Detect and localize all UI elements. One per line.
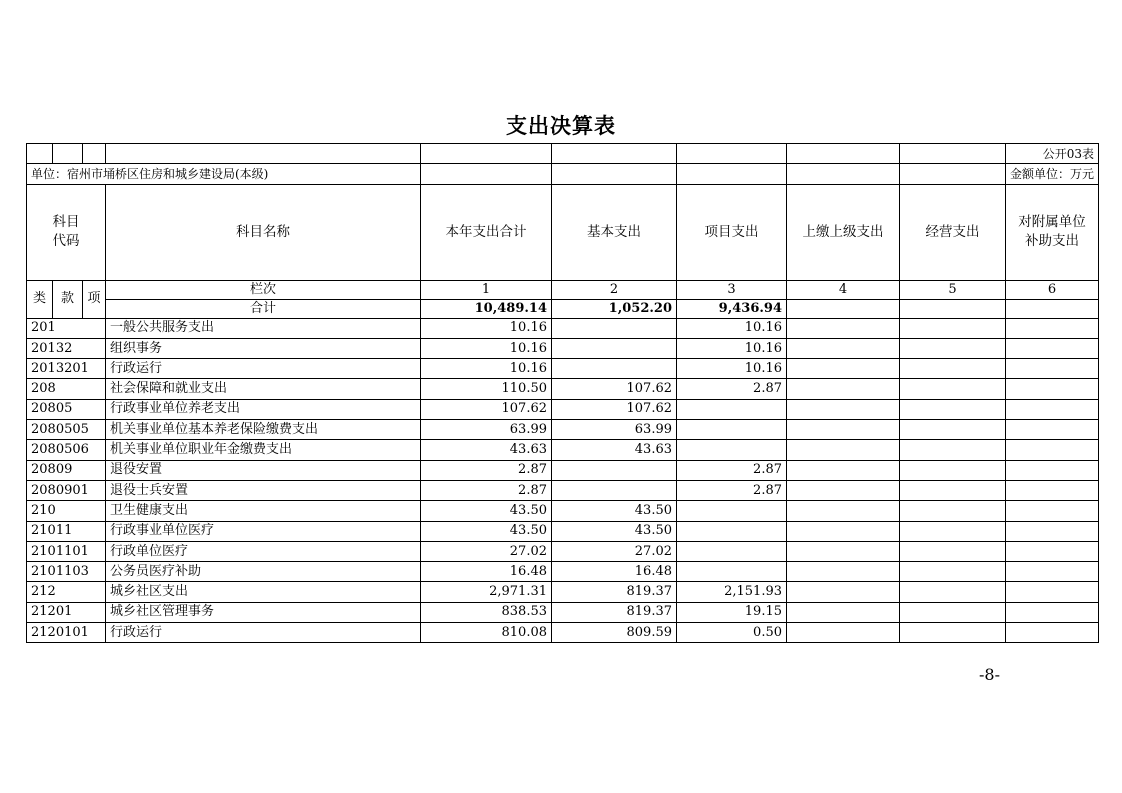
row-total: 27.02 bbox=[421, 541, 552, 561]
row-total: 10.16 bbox=[421, 318, 552, 338]
row-basic: 107.62 bbox=[552, 399, 677, 419]
row-basic bbox=[552, 318, 677, 338]
row-project bbox=[677, 440, 787, 460]
row-code: 20805 bbox=[27, 399, 106, 419]
row-basic: 819.37 bbox=[552, 602, 677, 622]
col-num-3: 3 bbox=[677, 280, 787, 299]
total-project: 9,436.94 bbox=[677, 299, 787, 318]
row-total: 43.50 bbox=[421, 501, 552, 521]
row-project: 19.15 bbox=[677, 602, 787, 622]
row-code: 208 bbox=[27, 379, 106, 399]
table-row bbox=[27, 318, 1099, 338]
header-row bbox=[27, 184, 1099, 280]
row-total: 63.99 bbox=[421, 420, 552, 440]
row-total: 43.63 bbox=[421, 440, 552, 460]
total-basic: 1,052.20 bbox=[552, 299, 677, 318]
row-basic bbox=[552, 480, 677, 500]
row-name: 城乡社区支出 bbox=[106, 582, 421, 602]
table-row bbox=[27, 521, 1099, 541]
row-total: 43.50 bbox=[421, 521, 552, 541]
header-total: 本年支出合计 bbox=[421, 184, 552, 280]
page-number: -8- bbox=[979, 665, 1000, 684]
row-name: 行政单位医疗 bbox=[106, 541, 421, 561]
row-name: 组织事务 bbox=[106, 338, 421, 358]
row-project bbox=[677, 399, 787, 419]
row-project: 10.16 bbox=[677, 359, 787, 379]
row-name: 机关事业单位基本养老保险缴费支出 bbox=[106, 420, 421, 440]
expenditure-table bbox=[26, 143, 1099, 643]
row-basic: 43.63 bbox=[552, 440, 677, 460]
row-code: 21011 bbox=[27, 521, 106, 541]
table-row bbox=[27, 460, 1099, 480]
table-row bbox=[27, 379, 1099, 399]
amount-unit: 金额单位：万元 bbox=[1006, 164, 1099, 184]
table-row bbox=[27, 440, 1099, 460]
row-total: 16.48 bbox=[421, 562, 552, 582]
row-name: 行政运行 bbox=[106, 359, 421, 379]
row-name: 退役士兵安置 bbox=[106, 480, 421, 500]
table-row bbox=[27, 541, 1099, 561]
row-name: 社会保障和就业支出 bbox=[106, 379, 421, 399]
row-code: 212 bbox=[27, 582, 106, 602]
top-info-row bbox=[27, 144, 1099, 164]
row-project: 10.16 bbox=[677, 318, 787, 338]
column-row-label: 栏次 bbox=[106, 280, 421, 299]
header-kuan: 款 bbox=[53, 280, 83, 318]
row-total: 2.87 bbox=[421, 460, 552, 480]
col-num-6: 6 bbox=[1006, 280, 1099, 299]
table-row bbox=[27, 399, 1099, 419]
row-code: 20132 bbox=[27, 338, 106, 358]
row-project: 10.16 bbox=[677, 338, 787, 358]
row-basic bbox=[552, 460, 677, 480]
row-total: 10.16 bbox=[421, 359, 552, 379]
header-code: 科目 代码 bbox=[27, 184, 106, 280]
row-code: 2080505 bbox=[27, 420, 106, 440]
row-code: 2080506 bbox=[27, 440, 106, 460]
row-name: 公务员医疗补助 bbox=[106, 562, 421, 582]
row-name: 退役安置 bbox=[106, 460, 421, 480]
row-name: 行政事业单位医疗 bbox=[106, 521, 421, 541]
col-num-4: 4 bbox=[787, 280, 900, 299]
row-project bbox=[677, 501, 787, 521]
table-row bbox=[27, 562, 1099, 582]
total-row bbox=[27, 299, 1099, 318]
row-code: 2101103 bbox=[27, 562, 106, 582]
row-name: 机关事业单位职业年金缴费支出 bbox=[106, 440, 421, 460]
row-name: 行政事业单位养老支出 bbox=[106, 399, 421, 419]
row-basic: 27.02 bbox=[552, 541, 677, 561]
unit-row bbox=[27, 164, 1099, 184]
row-project: 0.50 bbox=[677, 623, 787, 643]
row-project: 2,151.93 bbox=[677, 582, 787, 602]
row-project: 2.87 bbox=[677, 460, 787, 480]
row-name: 城乡社区管理事务 bbox=[106, 602, 421, 622]
row-project bbox=[677, 541, 787, 561]
header-xiang: 项 bbox=[83, 280, 106, 318]
row-name: 卫生健康支出 bbox=[106, 501, 421, 521]
table-row bbox=[27, 501, 1099, 521]
row-name: 一般公共服务支出 bbox=[106, 318, 421, 338]
header-name: 科目名称 bbox=[106, 184, 421, 280]
row-code: 20809 bbox=[27, 460, 106, 480]
col-num-5: 5 bbox=[900, 280, 1006, 299]
header-remit: 上缴上级支出 bbox=[787, 184, 900, 280]
row-basic: 809.59 bbox=[552, 623, 677, 643]
row-basic: 63.99 bbox=[552, 420, 677, 440]
row-code: 21201 bbox=[27, 602, 106, 622]
col-num-1: 1 bbox=[421, 280, 552, 299]
row-total: 2,971.31 bbox=[421, 582, 552, 602]
page-title: 支出决算表 bbox=[506, 114, 616, 138]
row-code: 2080901 bbox=[27, 480, 106, 500]
row-code: 210 bbox=[27, 501, 106, 521]
header-business: 经营支出 bbox=[900, 184, 1006, 280]
row-total: 2.87 bbox=[421, 480, 552, 500]
table-row bbox=[27, 338, 1099, 358]
row-code: 2120101 bbox=[27, 623, 106, 643]
table-row bbox=[27, 420, 1099, 440]
row-project bbox=[677, 420, 787, 440]
unit-label: 单位：宿州市埇桥区住房和城乡建设局(本级) bbox=[27, 164, 421, 184]
table-id: 公开03表 bbox=[1006, 144, 1099, 164]
row-total: 10.16 bbox=[421, 338, 552, 358]
row-basic: 107.62 bbox=[552, 379, 677, 399]
row-name: 行政运行 bbox=[106, 623, 421, 643]
table-row bbox=[27, 480, 1099, 500]
table-row bbox=[27, 623, 1099, 643]
row-basic: 819.37 bbox=[552, 582, 677, 602]
row-total: 810.08 bbox=[421, 623, 552, 643]
column-number-row bbox=[27, 280, 1099, 299]
row-basic: 43.50 bbox=[552, 501, 677, 521]
header-project: 项目支出 bbox=[677, 184, 787, 280]
row-code: 2013201 bbox=[27, 359, 106, 379]
row-code: 2101101 bbox=[27, 541, 106, 561]
row-basic: 43.50 bbox=[552, 521, 677, 541]
row-project: 2.87 bbox=[677, 480, 787, 500]
row-basic: 16.48 bbox=[552, 562, 677, 582]
row-project bbox=[677, 521, 787, 541]
row-basic bbox=[552, 338, 677, 358]
total-label: 合计 bbox=[106, 299, 421, 318]
header-subsidy: 对附属单位 补助支出 bbox=[1006, 184, 1099, 280]
total-all: 10,489.14 bbox=[421, 299, 552, 318]
row-total: 107.62 bbox=[421, 399, 552, 419]
table-row bbox=[27, 582, 1099, 602]
row-total: 110.50 bbox=[421, 379, 552, 399]
row-code: 201 bbox=[27, 318, 106, 338]
table-row bbox=[27, 602, 1099, 622]
header-basic: 基本支出 bbox=[552, 184, 677, 280]
row-basic bbox=[552, 359, 677, 379]
col-num-2: 2 bbox=[552, 280, 677, 299]
table-row bbox=[27, 359, 1099, 379]
row-project: 2.87 bbox=[677, 379, 787, 399]
header-lei: 类 bbox=[27, 280, 53, 318]
row-total: 838.53 bbox=[421, 602, 552, 622]
row-project bbox=[677, 562, 787, 582]
